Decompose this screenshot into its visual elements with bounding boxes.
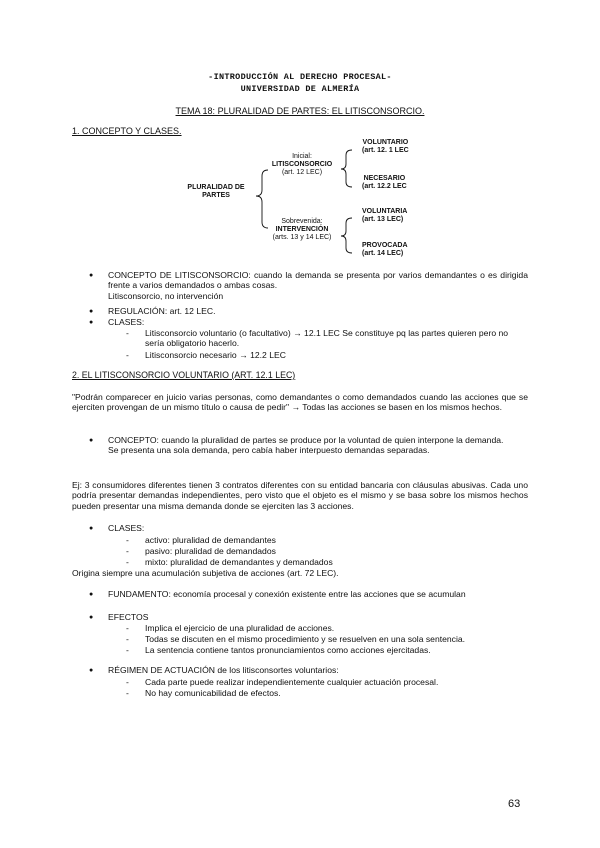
dash-marker: - bbox=[126, 546, 129, 556]
s2-origina: Origina siempre una acumulación subjetiva de acciones (art. 72 LEC). bbox=[72, 568, 339, 578]
brace-branch1 bbox=[341, 150, 352, 187]
bullet-icon: ● bbox=[89, 308, 94, 315]
s2-clase-mixto: mixto: pluralidad de demandantes y demandados bbox=[145, 557, 333, 567]
diagram-branch1-prefix: Inicial: bbox=[292, 153, 312, 160]
s2-clases-label: CLASES: bbox=[108, 523, 145, 533]
section2-title: 2. EL LITISCONSORCIO VOLUNTARIO (ART. 12.1 LEC) bbox=[72, 370, 296, 380]
s2-efecto-1: Implica el ejercicio de una pluralidad de acciones. bbox=[145, 623, 335, 633]
s2-concepto-text: CONCEPTO: cuando la pluralidad de partes se produce por la voluntad de quien interpone la demanda. bbox=[108, 435, 504, 445]
diagram-branch2-ref: (arts. 13 y 14 LEC) bbox=[272, 234, 332, 242]
bullet-icon: ● bbox=[89, 591, 94, 598]
diagram-leaf-voluntaria bbox=[362, 208, 407, 224]
bullet-icon: ● bbox=[89, 614, 94, 621]
dash-marker: - bbox=[126, 623, 129, 633]
s1-concepto-text: CONCEPTO DE LITISCONSORCIO: cuando la demanda se presenta por varios demandantes o es dirigida frente a varios demandados o ambas cosas. bbox=[108, 270, 528, 291]
s2-quote: "Podrán comparecer en juicio varias personas, como demandantes o como demandados cuando las acciones que se ejerciten provengan de un mismo título o causa de pedir" → Todas las acciones se basen en los mismos hechos. bbox=[72, 392, 528, 413]
diagram-leaf-voluntario-ref: (art. 12. 1 LEC bbox=[362, 147, 409, 155]
dash-marker: - bbox=[126, 557, 129, 567]
dash-marker: - bbox=[126, 535, 129, 545]
s2-clase-pasivo: pasivo: pluralidad de demandados bbox=[145, 546, 276, 556]
s2-efecto-2: Todas se discuten en el mismo procedimiento y se resuelven en una sola sentencia. bbox=[145, 634, 466, 644]
diagram-leaf-necesario-name: NECESARIO bbox=[363, 175, 406, 182]
diagram-leaf-necesario bbox=[362, 175, 407, 191]
s1-clase-voluntario: Litisconsorcio voluntario (o facultativo) → 12.1 LEC Se constituye pq las partes quieren pero no sería obligatorio hacerlo. bbox=[145, 328, 509, 349]
s2-fundamento: FUNDAMENTO: economía procesal y conexión existente entre las acciones que se acumulan bbox=[108, 589, 466, 599]
bullet-icon: ● bbox=[89, 525, 94, 532]
s2-efectos-label: EFECTOS bbox=[108, 612, 149, 622]
diagram-leaf-voluntario-name: VOLUNTARIO bbox=[362, 139, 409, 146]
university-name: UNIVERSIDAD DE ALMERÍA bbox=[240, 84, 360, 94]
s2-efecto-3: La sentencia contiene tantos pronunciamientos como acciones ejercitadas. bbox=[145, 645, 431, 655]
s1-concepto-note: Litisconsorcio, no intervención bbox=[108, 290, 224, 301]
course-title: -INTRODUCCIÓN AL DERECHO PROCESAL- bbox=[208, 72, 392, 82]
diagram-leaf-voluntaria-name: VOLUNTARIA bbox=[362, 208, 408, 215]
s2-regimen-1: Cada parte puede realizar independientemente cualquier actuación procesal. bbox=[145, 677, 439, 687]
diagram-leaf-voluntario bbox=[362, 139, 409, 155]
dash-marker: - bbox=[126, 350, 129, 360]
s2-regimen-2: No hay comunicabilidad de efectos. bbox=[145, 688, 281, 698]
section1-title: 1. CONCEPTO Y CLASES. bbox=[72, 126, 182, 136]
s2-clase-activo: activo: pluralidad de demandantes bbox=[145, 535, 276, 545]
diagram-leaf-provocada-name: PROVOCADA bbox=[362, 242, 408, 249]
diagram-branch1-name: LITISCONSORCIO bbox=[271, 161, 333, 169]
bullet-icon: ● bbox=[89, 272, 94, 279]
s2-regimen-label: RÉGIMEN DE ACTUACIÓN de los litisconsortes voluntarios: bbox=[108, 665, 339, 675]
diagram-branch1-ref: (art. 12 LEC) bbox=[281, 169, 323, 177]
s2-concepto-note: Se presenta una sola demanda, pero cabía haber interpuesto demandas separadas. bbox=[108, 445, 430, 456]
bullet-icon: ● bbox=[89, 319, 94, 326]
diagram-leaf-provocada-ref: (art. 14 LEC) bbox=[362, 250, 404, 258]
diagram-root: PLURALIDAD DE PARTES bbox=[187, 184, 245, 200]
diagram-leaf-voluntaria-ref: (art. 13 LEC) bbox=[362, 216, 404, 224]
dash-marker: - bbox=[126, 688, 129, 698]
diagram-branch1 bbox=[262, 153, 342, 177]
bullet-icon: ● bbox=[89, 667, 94, 674]
diagram-branch2-prefix: Sobrevenida: bbox=[281, 218, 323, 225]
diagram-leaf-necesario-ref: (art. 12.2 LEC bbox=[362, 183, 407, 191]
dash-marker: - bbox=[126, 328, 129, 338]
s1-regulacion: REGULACIÓN: art. 12 LEC. bbox=[108, 306, 216, 316]
diagram-leaf-provocada bbox=[362, 242, 408, 258]
dash-marker: - bbox=[126, 634, 129, 644]
diagram-branch2-name: INTERVENCIÓN bbox=[275, 226, 329, 234]
s2-example: Ej: 3 consumidores diferentes tienen 3 contratos diferentes con su entidad bancaria con cláusulas abusivas. Cada uno podría presentar demandas independientes, pero visto que el objeto es el mismo y se basa sobre los mismos hechos pueden presentar una misma demanda donde se ejerciten las 3 acciones. bbox=[72, 480, 528, 511]
diagram-branch2 bbox=[258, 218, 346, 242]
dash-marker: - bbox=[126, 677, 129, 687]
bullet-icon: ● bbox=[89, 437, 94, 444]
dash-marker: - bbox=[126, 645, 129, 655]
s2-concepto bbox=[108, 435, 528, 456]
s1-clase-necesario: Litisconsorcio necesario → 12.2 LEC bbox=[145, 350, 286, 360]
s1-concepto bbox=[108, 270, 528, 301]
page-number: 63 bbox=[508, 798, 521, 810]
s1-clases-label: CLASES: bbox=[108, 317, 145, 327]
tema-title: TEMA 18: PLURALIDAD DE PARTES: EL LITISCONSORCIO. bbox=[175, 106, 425, 116]
